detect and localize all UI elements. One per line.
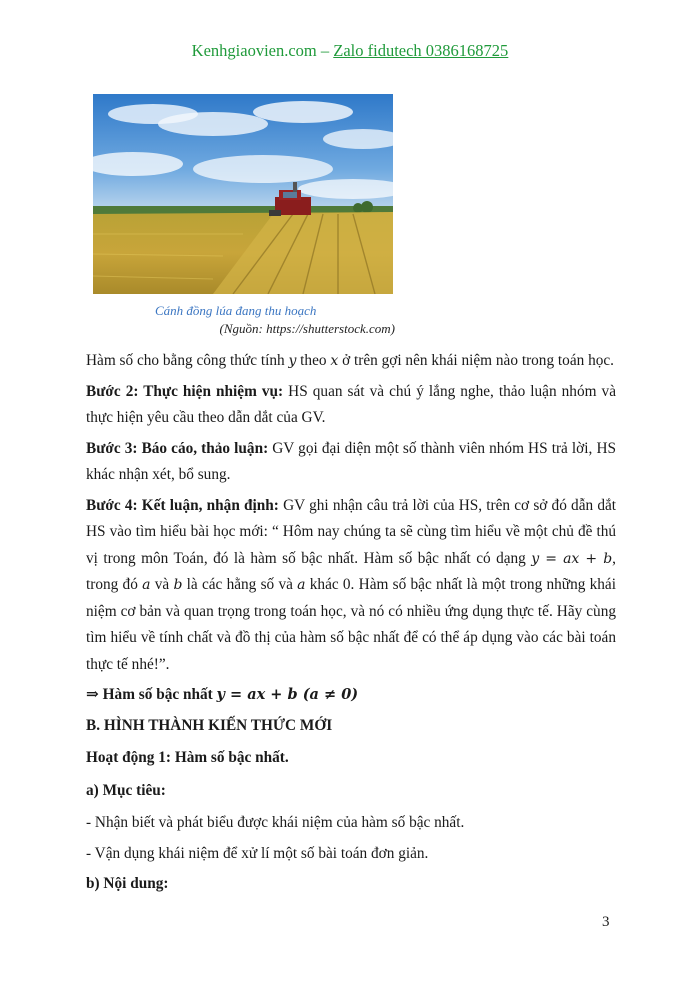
rice-field-image — [93, 94, 393, 294]
step4-text: là các hằng số và — [182, 576, 298, 593]
objective-item: - Nhận biết và phát biểu được khái niệm của hàm số bậc nhất. — [86, 814, 465, 831]
math-var-b: b — [173, 577, 183, 593]
objective-heading: a) Mục tiêu: — [86, 781, 166, 799]
objective-item: - Vận dụng khái niệm để xử lí một số bài toán đơn giản. — [86, 844, 429, 862]
step2-text: HS quan sát và chú ý lắng nghe, thảo luận nhóm và thực hiện yêu cầu theo dẫn dắt của GV. — [86, 382, 616, 426]
math-var-a: a — [142, 577, 151, 593]
content-heading: b) Nội dung: — [86, 875, 169, 892]
step2-label: Bước 2: Thực hiện nhiệm vụ: — [86, 382, 284, 400]
step4-text: , trong đó — [86, 549, 616, 593]
step4-text: GV ghi nhận câu trả lời của HS, trên cơ sở đó dẫn dắt HS vào tìm hiểu bài học mới: “ Hôm nay chúng ta sẽ cùng tìm hiểu về một chủ đề thú vị trong môn Toán, đó là hàm số bậc nhất. Hàm số bậc nhất có dạng — [86, 496, 617, 567]
implies-icon: ⇒ — [86, 686, 103, 703]
conclusion-formula: y = ax + b (a ≠ 0) — [216, 686, 359, 703]
step2-paragraph — [86, 379, 616, 432]
caption-title: Cánh đồng lúa đang thu hoạch — [155, 303, 317, 318]
page-number: 3 — [602, 914, 610, 930]
conclusion-line — [86, 682, 616, 709]
activity1-heading: Hoạt động 1: Hàm số bậc nhất. — [86, 749, 289, 766]
header-separator: – — [316, 41, 334, 60]
section-b-heading: B. HÌNH THÀNH KIẾN THỨC MỚI — [86, 716, 333, 734]
step3-paragraph — [86, 436, 616, 489]
page-header — [0, 41, 700, 61]
caption-source: (Nguồn: https://shutterstock.com) — [219, 321, 395, 336]
step4-text: và — [150, 576, 174, 593]
step3-text: GV gọi đại diện một số thành viên nhóm HS trả lời, HS khác nhận xét, bổ sung. — [86, 439, 616, 483]
step4-paragraph — [86, 493, 616, 679]
math-var-y: y — [288, 353, 297, 369]
step4-label: Bước 4: Kết luận, nhận định: — [86, 496, 279, 514]
step3-label: Bước 3: Báo cáo, thảo luận: — [86, 439, 269, 457]
intro-text: Hàm số cho bằng công thức tính — [86, 352, 289, 369]
math-var-x: x — [330, 353, 339, 369]
document-body — [86, 348, 616, 904]
figure-caption — [155, 302, 395, 338]
intro-text: theo — [296, 352, 331, 369]
intro-paragraph — [86, 348, 616, 375]
conclusion-label: Hàm số bậc nhất — [102, 686, 217, 703]
math-formula: y = ax + b — [531, 550, 613, 567]
zalo-link[interactable]: Zalo fidutech 0386168725 — [333, 41, 509, 60]
step4-text: khác 0. Hàm số bậc nhất là một trong những khái niệm cơ bản và quan trọng trong toán học, và nó có nhiều ứng dụng thực tế. Hãy cùng tìm hiểu về tính chất và đồ thị của hàm số bậc nhất để có thể áp dụng vào các bài toán thực tế nhé!”. — [86, 576, 616, 673]
site-link[interactable]: Kenhgiaovien.com — [191, 41, 317, 60]
math-var-a: a — [297, 577, 306, 593]
intro-text: ở trên gợi nên khái niệm nào trong toán học. — [338, 352, 614, 369]
